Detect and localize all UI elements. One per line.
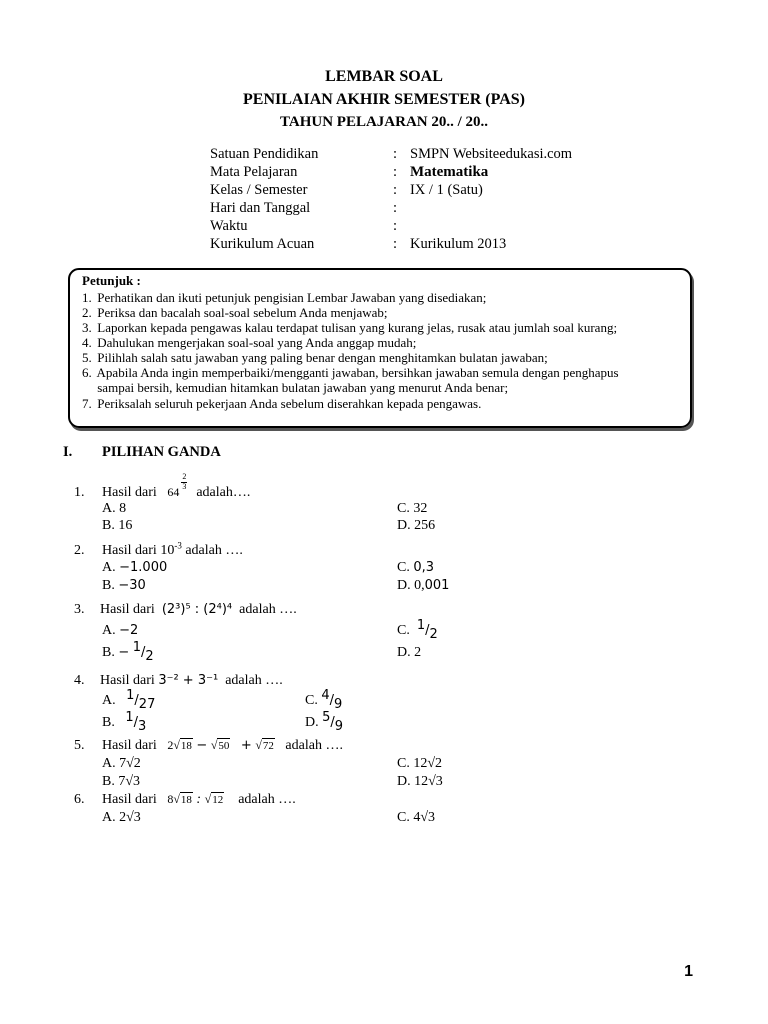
option-d[interactable]: D. 2 — [397, 645, 422, 660]
option-c[interactable]: C. 1/2 — [397, 618, 438, 642]
option-a[interactable]: A. 8 — [102, 501, 127, 516]
petunjuk-title: Petunjuk : — [82, 273, 141, 288]
info-row — [0, 236, 768, 254]
question-stem: Hasil dari $10^{-3}$ adalah …. — [102, 540, 243, 558]
info-colon: : — [393, 236, 398, 252]
petunjuk-item: 3. Laporkan kepada pengawas kalau terdapat tulisan yang kurang jelas, rusak atau jumlah soal kurang; — [82, 320, 618, 335]
info-label: Waktu — [210, 218, 248, 234]
question-stem: Hasil dari 2√18 − √50 + √72 adalah …. — [102, 738, 343, 753]
option-d[interactable]: D. 0,001 — [397, 578, 450, 593]
info-colon: : — [393, 146, 398, 162]
question-stem: Hasil dari 8√18 : √12 adalah …. — [102, 792, 296, 807]
info-table — [0, 146, 768, 256]
option-a[interactable]: A. 2√3 — [102, 810, 141, 825]
info-colon: : — [393, 182, 398, 198]
petunjuk-item: 6. Apabila Anda ingin memperbaiki/mengganti jawaban, bersihkan jawaban semula dengan penghapus — [82, 365, 619, 380]
info-label: Satuan Pendidikan — [210, 146, 319, 162]
option-b[interactable]: B. −30 — [102, 578, 146, 593]
info-colon: : — [393, 164, 398, 180]
petunjuk-item: 5. Pilihlah salah satu jawaban yang paling benar dengan menghitamkan bulatan jawaban; — [82, 350, 548, 365]
question-stem: Hasil dari 64 $\frac{2}{3}$ adalah…. — [102, 472, 251, 500]
question-number: 2. — [74, 543, 85, 558]
info-colon: : — [393, 200, 398, 216]
petunjuk-item-continued: sampai bersih, kemudian hitamkan bulatan jawaban yang menurut Anda benar; — [97, 380, 509, 395]
info-colon: : — [393, 218, 398, 234]
info-row — [0, 146, 768, 164]
info-label: Kelas / Semester — [210, 182, 308, 198]
option-c[interactable]: C. 4√3 — [397, 810, 436, 825]
section-title: PILIHAN GANDA — [102, 444, 221, 460]
info-label: Mata Pelajaran — [210, 164, 298, 180]
option-a[interactable]: A. −1.000 — [102, 560, 168, 575]
petunjuk-item: 7. Periksalah seluruh pekerjaan Anda sebelum diserahkan kepada pengawas. — [82, 396, 482, 411]
option-d[interactable]: D. 5/9 — [305, 710, 344, 734]
question-stem: Hasil dari (2³)⁵ : (2⁴)⁴ adalah …. — [100, 602, 297, 617]
option-a[interactable]: A. −2 — [102, 623, 139, 638]
info-row — [0, 218, 768, 236]
info-row — [0, 200, 768, 218]
option-c[interactable]: C. 4/9 — [305, 688, 343, 712]
section-number: I. — [63, 444, 73, 460]
option-b[interactable]: B. 7√3 — [102, 774, 141, 789]
title-tahun-pelajaran: TAHUN PELAJARAN 20.. / 20.. — [279, 114, 489, 130]
petunjuk-item: 1. Perhatikan dan ikuti petunjuk pengisian Lembar Jawaban yang disediakan; — [82, 290, 487, 305]
info-value: Matematika — [410, 164, 489, 180]
info-label: Kurikulum Acuan — [210, 236, 315, 252]
question-stem: Hasil dari 3⁻² + 3⁻¹ adalah …. — [100, 673, 283, 688]
question-number: 5. — [74, 738, 85, 753]
question-number: 6. — [74, 792, 85, 807]
info-value: SMPN Websiteedukasi.com — [410, 146, 573, 162]
option-a[interactable]: A. 7√2 — [102, 756, 141, 771]
question-number: 1. — [74, 485, 85, 500]
petunjuk-item: 2. Periksa dan bacalah soal-soal sebelum Anda menjawab; — [82, 305, 388, 320]
title-pas: PENILAIAN AKHIR SEMESTER (PAS) — [243, 91, 525, 108]
option-c[interactable]: C. 0,3 — [397, 560, 435, 575]
option-d[interactable]: D. 256 — [397, 518, 436, 533]
petunjuk-item: 4. Dahulukan mengerjakan soal-soal yang Anda anggap mudah; — [82, 335, 417, 350]
info-label: Hari dan Tanggal — [210, 200, 311, 216]
info-row — [0, 164, 768, 182]
info-value: IX / 1 (Satu) — [410, 182, 483, 198]
option-c[interactable]: C. 32 — [397, 501, 428, 516]
option-b[interactable]: B. 1/3 — [102, 710, 147, 734]
option-d[interactable]: D. 12√3 — [397, 774, 443, 789]
option-b[interactable]: B. − 1/2 — [102, 640, 154, 664]
option-a[interactable]: A. 1/27 — [102, 688, 156, 712]
title-lembar-soal: LEMBAR SOAL — [325, 68, 443, 85]
option-c[interactable]: C. 12√2 — [397, 756, 443, 771]
info-row — [0, 182, 768, 200]
question-number: 4. — [74, 673, 85, 688]
info-value: Kurikulum 2013 — [410, 236, 507, 252]
question-number: 3. — [74, 602, 85, 617]
page-number: 1 — [684, 963, 693, 980]
option-b[interactable]: B. 16 — [102, 518, 133, 533]
